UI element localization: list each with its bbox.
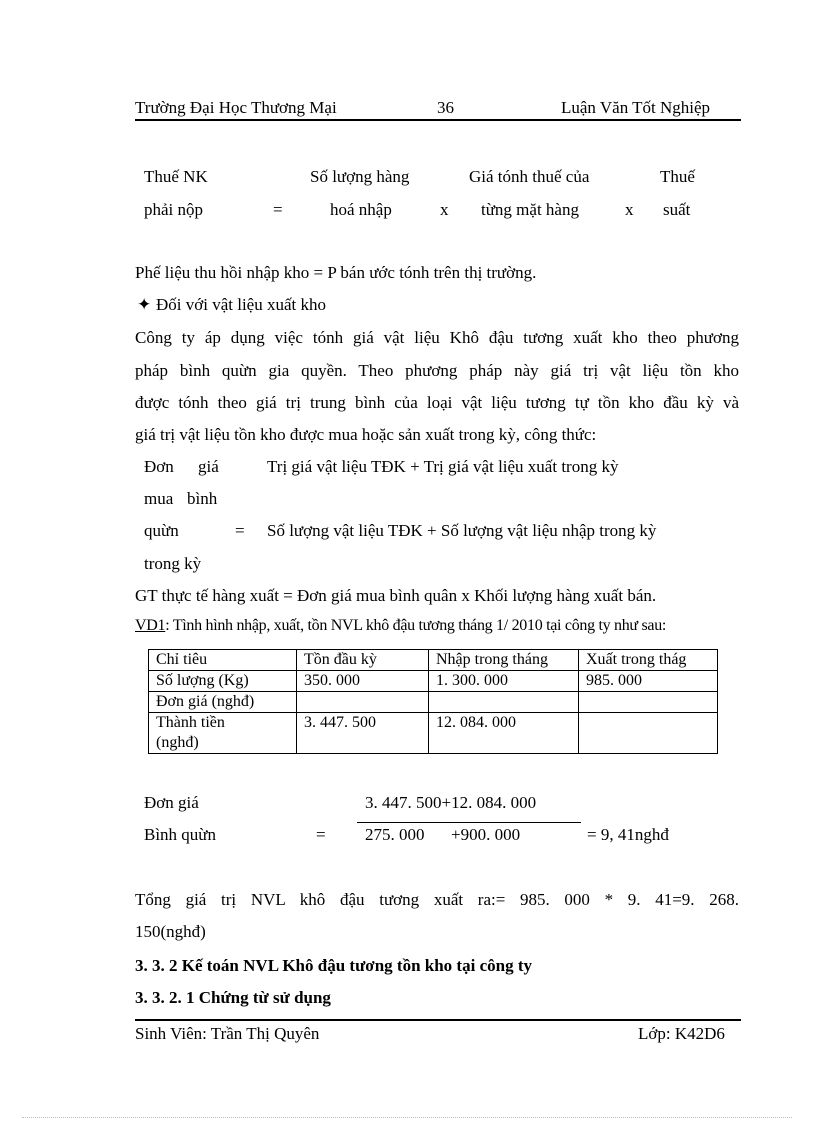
footer-student: Sinh Viên: Trần Thị Quyên — [135, 1024, 320, 1043]
para-line-1: Công ty áp dụng việc tónh giá vật liệu Khô đậu tương xuất kho theo phương — [135, 328, 739, 347]
table-row — [149, 692, 718, 713]
gt-line: GT thực tế hàng xuất = Đơn giá mua bình quân x Khối lượng hàng xuất bán. — [135, 586, 657, 605]
formula2-label-2b: bình — [187, 489, 218, 508]
bullet-icon: ✦ — [137, 295, 152, 314]
section-heading-1: 3. 3. 2 Kế toán NVL Khô đậu tương tồn kho tại công ty — [135, 956, 532, 975]
table-cell: 12. 084. 000 — [429, 713, 579, 754]
bullet-heading: Đối với vật liệu xuất kho — [156, 295, 326, 314]
formula1-col4-line2: suất — [663, 200, 691, 219]
para-line-3: được tónh theo giá trị trung bình của loại vật liệu tương tự tồn kho đầu kỳ và — [135, 393, 739, 412]
table-cell — [149, 713, 297, 754]
calc-denominator-b: +900. 000 — [451, 825, 521, 844]
formula1-col1-line1: Thuế NK — [144, 167, 208, 186]
scrap-line: Phế liệu thu hồi nhập kho = P bán ước tónh trên thị trường. — [135, 263, 537, 282]
table-cell: 1. 300. 000 — [429, 671, 579, 692]
formula1-col2-line1: Số lượng hàng — [310, 167, 410, 186]
table-header-cell: Chỉ tiêu — [149, 650, 297, 671]
table-cell-line: (nghđ) — [156, 734, 199, 751]
material-table — [148, 649, 718, 754]
table-header-cell: Nhập trong tháng — [429, 650, 579, 671]
total-line-2: 150(nghđ) — [135, 922, 206, 941]
calc-label-2: Bình quừn — [144, 825, 217, 844]
formula1-col4-line1: Thuế — [660, 167, 695, 186]
formula2-equals: = — [235, 521, 245, 540]
section-heading-2: 3. 3. 2. 1 Chứng từ sử dụng — [135, 988, 331, 1007]
header-doc-type: Luận Văn Tốt Nghiệp — [561, 98, 711, 117]
example-text: : Tình hình nhập, xuất, tồn NVL khô đậu tương tháng 1/ 2010 tại công ty như sau: — [165, 617, 667, 634]
table-cell — [579, 713, 718, 754]
table-cell — [297, 692, 429, 713]
calc-denominator-a: 275. 000 — [365, 825, 425, 844]
formula1-times2: x — [625, 200, 634, 219]
formula2-label-1a: Đơn — [144, 457, 174, 476]
footer-class: Lớp: K42D6 — [638, 1024, 725, 1043]
formula2-label-2a: mua — [144, 489, 174, 508]
table-cell: Đơn giá (nghđ) — [149, 692, 297, 713]
page-edge-dots — [22, 1117, 792, 1118]
formula1-equals: = — [273, 200, 283, 219]
table-cell — [579, 692, 718, 713]
example-line — [135, 617, 666, 635]
table-cell: 350. 000 — [297, 671, 429, 692]
calc-result: = 9, 41nghđ — [587, 825, 669, 844]
table-header-cell: Tồn đầu kỳ — [297, 650, 429, 671]
table-row — [149, 671, 718, 692]
formula1-col1-line2: phải nộp — [144, 200, 204, 219]
example-label: VD1 — [135, 617, 166, 634]
para-line-4: giá trị vật liệu tồn kho được mua hoặc sản xuất trong kỳ, công thức: — [135, 425, 597, 444]
para-line-2: pháp bình quừn gia quyền. Theo phương pháp này giá trị vật liệu tồn kho — [135, 361, 739, 380]
table-cell — [429, 692, 579, 713]
table-header-cell: Xuất trong thág — [579, 650, 718, 671]
header-school: Trường Đại Học Thương Mại — [135, 98, 337, 117]
total-line-1: Tổng giá trị NVL khô đậu tương xuất ra:= 985. 000 * 9. 41=9. 268. — [135, 890, 739, 909]
formula1-times1: x — [440, 200, 449, 219]
calc-equals: = — [316, 825, 326, 844]
formula2-label-3: quừn — [144, 521, 179, 540]
formula1-col3-line1: Giá tónh thuế của — [469, 167, 590, 186]
formula2-denominator: Số lượng vật liệu TĐK + Số lượng vật liệu nhập trong kỳ — [267, 521, 657, 540]
formula1-col3-line2: từng mặt hàng — [481, 200, 579, 219]
page-number: 36 — [437, 98, 454, 117]
calc-fraction-bar — [357, 822, 581, 823]
table-header-row — [149, 650, 718, 671]
formula2-label-4: trong kỳ — [144, 554, 202, 573]
footer-rule — [135, 1019, 741, 1021]
table-cell: 985. 000 — [579, 671, 718, 692]
formula2-label-1b: giá — [198, 457, 219, 476]
table-cell-line: Thành tiền — [156, 714, 225, 731]
table-cell: Số lượng (Kg) — [149, 671, 297, 692]
formula2-numerator: Trị giá vật liệu TĐK + Trị giá vật liệu xuất trong kỳ — [267, 457, 619, 476]
formula1-col2-line2: hoá nhập — [330, 200, 392, 219]
table-cell: 3. 447. 500 — [297, 713, 429, 754]
calc-label-1: Đơn giá — [144, 793, 199, 812]
calc-numerator: 3. 447. 500+12. 084. 000 — [365, 793, 537, 812]
table-row — [149, 713, 718, 754]
header-rule — [135, 119, 741, 121]
